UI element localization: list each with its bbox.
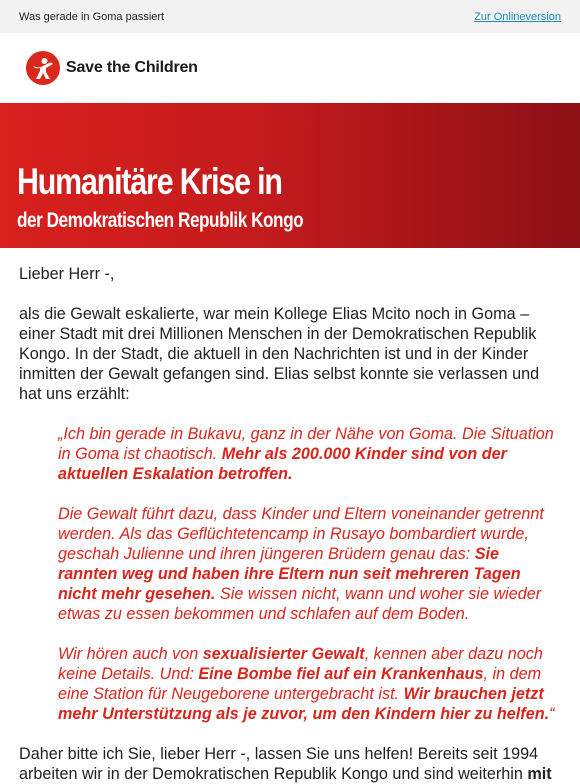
quote-text: „Ich bin gerade in Bukavu, ganz in der Nähe von Goma. Die Situation in Goma ist chaotisch. <box>58 425 554 463</box>
closing-text: Daher bitte ich Sie, lieber Herr -, lassen Sie uns helfen! Bereits seit 1994 arbeiten wir in der Demokratischen Republik Kongo und sind weiterhin <box>19 745 539 783</box>
letter-body <box>0 248 580 784</box>
quote-text: , kennen aber dazu noch keine Details. Und: <box>58 645 543 683</box>
preheader-bar <box>0 0 580 33</box>
quote-highlight: sexualisierter Gewalt <box>202 645 365 663</box>
quote-highlight: Eine Bombe fiel auf ein Krankenhaus <box>198 665 484 683</box>
quote-highlight: Sie rannten weg und haben ihre Eltern nun seit mehreren Tagen nicht mehr gesehen. <box>58 545 521 603</box>
quote-text: , in dem eine Station für Neugeborene untergebracht ist. <box>58 665 542 703</box>
quote-text: “ <box>549 705 555 723</box>
quote-paragraph-2 <box>58 504 561 624</box>
quote-paragraph-3 <box>58 644 561 724</box>
preheader-text: Was gerade in Goma passiert <box>19 10 165 23</box>
closing-highlight: mit <box>527 765 552 783</box>
hero-banner[interactable] <box>0 103 580 248</box>
quote-text: Sie wissen nicht, wann und woher sie wieder etwas zu essen bekommen und schlafen auf dem Boden. <box>58 585 542 623</box>
quote-block <box>58 424 561 724</box>
hero-subtitle: der Demokratischen Republik Kongo <box>17 209 304 232</box>
save-the-children-figure-icon[interactable] <box>26 51 60 85</box>
quote-highlight: Mehr als 200.000 Kinder sind von der aktuellen Eskalation betroffen. <box>58 445 507 483</box>
brand-name[interactable]: Save the Children <box>66 59 198 76</box>
quote-text: Die Gewalt führt dazu, dass Kinder und Eltern voneinander getrennt werden. Als das Geflüchtetencamp in Rusayo bombardiert wurde, geschah Julienne und ihren jüngeren Brüdern genau das: <box>58 505 544 563</box>
hero-title: Humanitäre Krise in <box>17 161 282 202</box>
quote-paragraph-1 <box>58 424 561 484</box>
online-version-link[interactable]: Zur Onlineversion <box>474 10 561 23</box>
greeting: Lieber Herr -, <box>19 265 115 283</box>
quote-text: Wir hören auch von <box>58 645 203 663</box>
closing-paragraph <box>19 744 561 784</box>
logo-bar <box>0 33 580 103</box>
quote-highlight: Wir brauchen jetzt mehr Unterstützung als je zuvor, um den Kindern hier zu helfen. <box>58 685 550 723</box>
intro-paragraph: als die Gewalt eskalierte, war mein Kollege Elias Mcito noch in Goma – einer Stadt mit drei Millionen Menschen in der Demokratischen Republik Kongo. In der Stadt, die aktuell in den Nachrichten ist und in der Kinder inmitten der Gewalt gefangen sind. Elias selbst konnte sie verlassen und hat uns erzählt: <box>19 305 540 403</box>
